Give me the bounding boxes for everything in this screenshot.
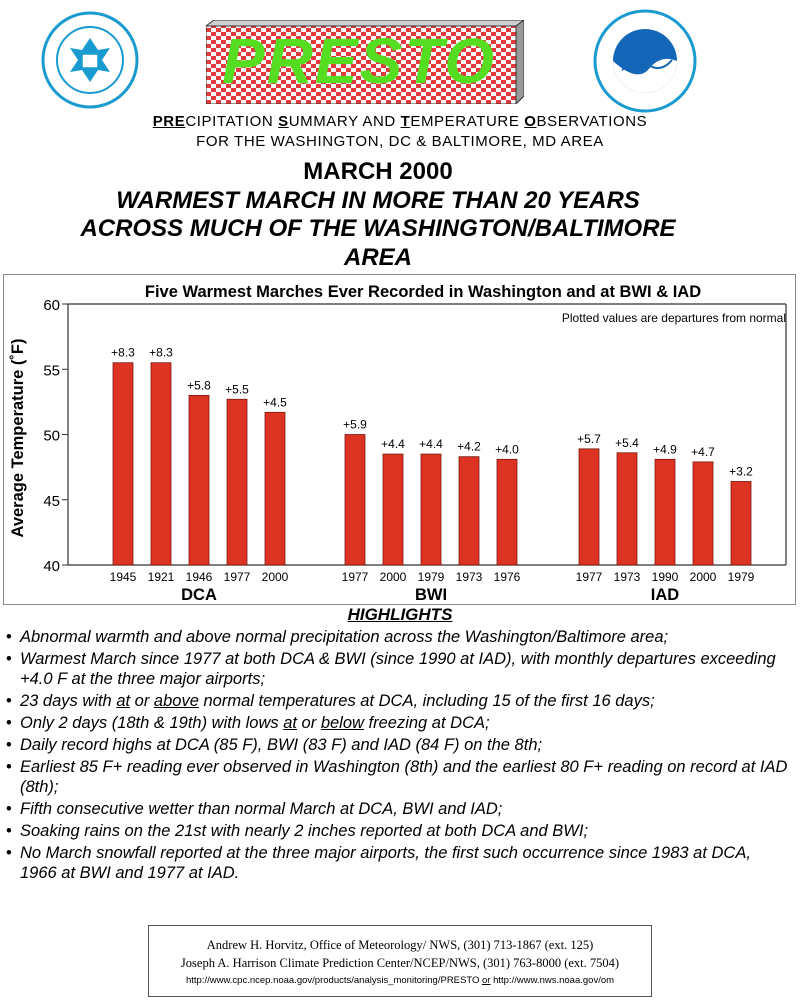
subtitle-text: EMPERATURE (410, 113, 525, 130)
bar (421, 454, 441, 565)
subtitle-acronym-letters: O (524, 113, 537, 130)
bar-value-label: +4.9 (653, 442, 677, 457)
bar-value-label: +4.7 (691, 444, 715, 459)
highlight-text: normal temperatures at DCA, including 15 of the first 16 days; (198, 692, 655, 710)
highlight-text: Daily record highs at DCA (85 F), BWI (83 F) and IAD (84 F) on the 8th; (20, 736, 543, 754)
bar (189, 395, 209, 565)
subtitle-text: UMMARY AND (288, 113, 401, 130)
highlight-underlined-text: at (283, 714, 297, 732)
highlight-underlined-text: above (153, 692, 199, 710)
bar-value-label: +4.0 (495, 442, 519, 457)
highlight-item (6, 757, 792, 797)
bar (617, 453, 637, 565)
headline-month: MARCH 2000 (303, 158, 453, 185)
y-tick-label: 50 (43, 427, 60, 445)
highlight-item (6, 821, 792, 841)
credit-line-2: Joseph A. Harrison Climate Prediction Center/NCEP/NWS, (301) 763-8000 (ext. 7504) (180, 956, 620, 970)
bar-value-label: +4.4 (381, 437, 405, 452)
x-tick-label: 1977 (341, 570, 369, 584)
highlight-item (6, 713, 792, 733)
x-tick-label: 2000 (379, 570, 407, 584)
presto-logo-text: PRESTO (222, 25, 496, 97)
presto-url-link[interactable]: http://www.cpc.ncep.noaa.gov/products/analysis_monitoring/PRESTO (185, 975, 480, 986)
bar-value-label: +3.2 (729, 464, 753, 479)
x-tick-label: 1977 (223, 570, 251, 584)
y-tick-label: 60 (43, 297, 60, 314)
subtitle-text: CIPITATION (185, 113, 279, 130)
bar-value-label: +4.4 (419, 437, 443, 452)
bar-value-label: +8.3 (149, 345, 173, 360)
highlight-text: Only 2 days (18th & 19th) with lows (20, 714, 284, 732)
subtitle-text: BSERVATIONS (536, 113, 648, 130)
credits-box (148, 925, 652, 997)
group-label: BWI (414, 586, 448, 604)
noaa-om-url-link[interactable]: http://www.nws.noaa.gov/om (493, 975, 615, 986)
group-label: DCA (181, 586, 217, 604)
subtitle-acronym-letters: T (400, 113, 411, 130)
highlight-text: Earliest 85 F+ reading ever observed in Washington (8th) and the earliest 80 F+ reading on record at IAD (8th); (20, 758, 788, 796)
bar (497, 459, 517, 565)
bar-value-label: +5.8 (187, 378, 211, 393)
x-tick-label: 1946 (185, 570, 213, 584)
bar-value-label: +5.7 (577, 431, 601, 446)
highlight-item (6, 627, 792, 647)
bar (113, 363, 133, 565)
bar (579, 449, 599, 565)
x-tick-label: 1977 (575, 570, 603, 584)
bar (383, 454, 403, 565)
chart-title: Five Warmest Marches Ever Recorded in Washington and at BWI & IAD (144, 283, 702, 301)
highlight-text: Soaking rains on the 21st with nearly 2 inches reported at both DCA and BWI; (20, 822, 589, 840)
credit-or: or (482, 975, 491, 986)
subtitle-acronym-letters: S (278, 113, 289, 130)
x-tick-label: 1945 (109, 570, 137, 584)
bar-value-label: +5.5 (225, 382, 249, 397)
highlight-item (6, 735, 792, 755)
highlight-text: Abnormal warmth and above normal precipitation across the Washington/Baltimore area; (20, 628, 669, 646)
headline-line-3: AREA (343, 244, 412, 271)
highlight-underlined-text: at (116, 692, 131, 710)
x-tick-label: 1979 (417, 570, 445, 584)
bar-value-label: +4.5 (263, 395, 287, 410)
warmest-marches-chart (3, 274, 796, 605)
subtitle-acronym-letters: PRE (152, 113, 186, 130)
group-label: IAD (650, 586, 680, 604)
x-tick-label: 1921 (147, 570, 175, 584)
bar (731, 481, 751, 565)
headline-line-2: ACROSS MUCH OF THE WASHINGTON/BALTIMORE (80, 215, 676, 242)
department-of-commerce-seal-icon (40, 10, 140, 110)
bar (345, 435, 365, 566)
y-tick-label: 55 (43, 362, 60, 380)
bar (459, 457, 479, 565)
highlight-underlined-text: below (320, 714, 364, 732)
headline-line-1: WARMEST MARCH IN MORE THAN 20 YEARS (116, 187, 640, 214)
x-tick-label: 2000 (689, 570, 717, 584)
highlights-title: HIGHLIGHTS (347, 605, 453, 624)
highlights-list (6, 627, 792, 885)
highlight-item (6, 799, 792, 819)
bar (151, 363, 171, 565)
x-tick-label: 1979 (727, 570, 755, 584)
highlight-text: 23 days with (20, 692, 117, 710)
bar (693, 462, 713, 565)
bar (265, 412, 285, 565)
highlight-text: Warmest March since 1977 at both DCA & BWI (since 1990 at IAD), with monthly departures exceeding +4.0 F at the three major airports; (20, 650, 776, 688)
x-tick-label: 1973 (613, 570, 641, 584)
highlight-text: or (296, 714, 321, 732)
x-tick-label: 1973 (455, 570, 483, 584)
chart-annotation: Plotted values are departures from normal (561, 311, 786, 325)
bar-value-label: +8.3 (111, 345, 135, 360)
highlight-text: freezing at DCA; (363, 714, 490, 732)
highlight-item (6, 691, 792, 711)
bar-value-label: +4.2 (457, 439, 481, 454)
subtitle-line-1 (0, 113, 800, 130)
highlight-text: No March snowfall reported at the three major airports, the first such occurrence since 1983 at DCA, 1966 at BWI and 1977 at IAD. (20, 844, 751, 882)
highlight-item (6, 649, 792, 689)
y-tick-label: 45 (43, 492, 60, 510)
credit-line-1: Andrew H. Horvitz, Office of Meteorology/ NWS, (301) 713-1867 (ext. 125) (206, 938, 594, 952)
highlight-item (6, 843, 792, 883)
bar (227, 399, 247, 565)
credit-urls (149, 972, 651, 990)
bar (655, 459, 675, 565)
y-tick-label: 40 (43, 558, 60, 575)
x-tick-label: 1990 (651, 570, 679, 584)
bar-value-label: +5.4 (615, 435, 639, 450)
y-axis-label: Average Temperature (˚F) (9, 338, 27, 538)
noaa-seal-icon (592, 8, 698, 114)
bar-value-label: +5.9 (343, 417, 367, 432)
highlight-text: or (130, 692, 154, 710)
highlight-text: Fifth consecutive wetter than normal March at DCA, BWI and IAD; (20, 800, 503, 818)
x-tick-label: 1976 (493, 570, 521, 584)
x-tick-label: 2000 (261, 570, 289, 584)
subtitle-line-2: FOR THE WASHINGTON, DC & BALTIMORE, MD AREA (196, 133, 604, 150)
